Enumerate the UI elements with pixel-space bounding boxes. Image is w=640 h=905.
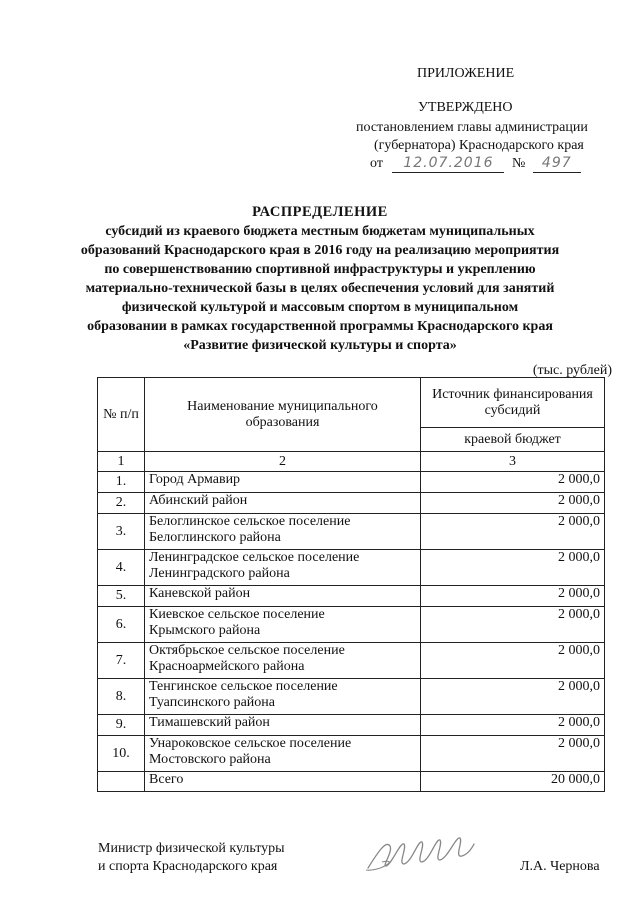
title-line: образований Краснодарского края в 2016 году на реализацию мероприятия [80,243,560,258]
index-cell: 1 [98,452,145,472]
row-number-cell: 8. [98,679,145,715]
title-line: «Развитие физической культуры и спорта» [183,338,457,353]
title-line: образовании в рамках государственной программы Краснодарского края [87,319,553,334]
total-label: Всего [145,772,421,792]
position-line-1: Министр физической культуры [98,841,285,856]
row-name-line: Мостовского района [149,752,271,767]
row-value-cell: 2 000,0 [421,586,605,607]
table-body [98,472,605,772]
approval-line-1: постановлением главы администрации [356,120,588,135]
table-row [98,715,605,736]
row-value-cell: 2 000,0 [421,715,605,736]
row-name-cell [145,514,421,550]
header-source: Источник финансирования субсидий [421,378,605,428]
row-value-cell: 2 000,0 [421,550,605,586]
position-line-2: и спорта Краснодарского края [98,859,278,874]
row-name-cell [145,607,421,643]
date-value: 12.07.2016 [403,155,494,171]
table-row [98,550,605,586]
title-line: по совершенствованию спортивной инфраструктуры и укреплению [104,262,536,277]
header-num: № п/п [98,378,145,452]
row-name-cell [145,715,421,736]
signatory-position [98,840,285,876]
header-name: Наименование муниципального образования [145,378,421,452]
row-number-cell: 9. [98,715,145,736]
row-value-cell: 2 000,0 [421,679,605,715]
row-number-cell: 1. [98,472,145,493]
row-name-line: Абинский район [149,493,248,508]
date-field [392,155,504,173]
appendix-label: ПРИЛОЖЕНИЕ [417,66,515,81]
header-budget: краевой бюджет [421,428,605,452]
row-value-cell: 2 000,0 [421,472,605,493]
table-total-row [98,772,605,792]
table-index-row [98,452,605,472]
row-name-line: Туапсинского района [149,695,275,710]
index-cell: 3 [421,452,605,472]
row-name-line: Белоглинского района [149,530,281,545]
row-name-line: Город Армавир [149,472,241,487]
row-number-cell: 5. [98,586,145,607]
title-heading: РАСПРЕДЕЛЕНИЕ [252,204,388,220]
subsidy-table [97,377,605,792]
row-name-cell [145,493,421,514]
row-number-cell: 4. [98,550,145,586]
units-label: (тыс. рублей) [532,363,612,378]
table-row [98,643,605,679]
table-row [98,493,605,514]
handwritten-signature [360,822,480,878]
document-title [70,204,570,355]
title-line: физической культурой и массовым спортом в муниципальном [121,300,519,315]
row-name-cell [145,679,421,715]
row-name-cell [145,586,421,607]
row-number-cell: 7. [98,643,145,679]
table-row [98,607,605,643]
total-empty-cell [98,772,145,792]
row-name-cell [145,736,421,772]
approval-date-row [370,155,581,173]
row-name-line: Киевское сельское поселение [149,607,325,622]
number-value: 497 [541,155,572,171]
row-name-line: Ленинградское сельское поселение [149,550,360,565]
row-name-line: Тимашевский район [149,715,270,730]
row-name-line: Крымского района [149,623,261,638]
row-name-line: Октябрьское сельское поселение [149,643,345,658]
row-name-line: Красноармейского района [149,659,305,674]
signature-stroke [368,838,474,868]
title-line: материально-технической базы в целях обеспечения условий для занятий [85,281,555,296]
row-name-line: Тенгинское сельское поселение [149,679,338,694]
table-row [98,586,605,607]
table-row [98,514,605,550]
row-value-cell: 2 000,0 [421,643,605,679]
row-value-cell: 2 000,0 [421,514,605,550]
approved-label: УТВЕРЖДЕНО [418,100,513,115]
row-number-cell: 6. [98,607,145,643]
row-value-cell: 2 000,0 [421,736,605,772]
row-name-cell [145,472,421,493]
table-header-row [98,378,605,428]
index-cell: 2 [145,452,421,472]
row-number-cell: 3. [98,514,145,550]
row-name-cell [145,550,421,586]
row-value-cell: 2 000,0 [421,607,605,643]
number-field [533,155,581,173]
row-number-cell: 10. [98,736,145,772]
row-name-cell [145,643,421,679]
table-row [98,736,605,772]
signer-name: Л.А. Чернова [520,859,600,874]
total-value: 20 000,0 [421,772,605,792]
table-row [98,472,605,493]
row-name-line: Белоглинское сельское поселение [149,514,351,529]
row-value-cell: 2 000,0 [421,493,605,514]
row-name-line: Каневской район [149,586,251,601]
row-number-cell: 2. [98,493,145,514]
row-name-line: Ленинградского района [149,566,290,581]
table-row [98,679,605,715]
approval-line-2: (губернатора) Краснодарского края [374,138,584,153]
date-prefix: от [370,156,383,171]
title-line: субсидий из краевого бюджета местным бюджетам муниципальных [105,224,535,239]
row-name-line: Унароковское сельское поселение [149,736,352,751]
number-prefix: № [511,156,526,171]
